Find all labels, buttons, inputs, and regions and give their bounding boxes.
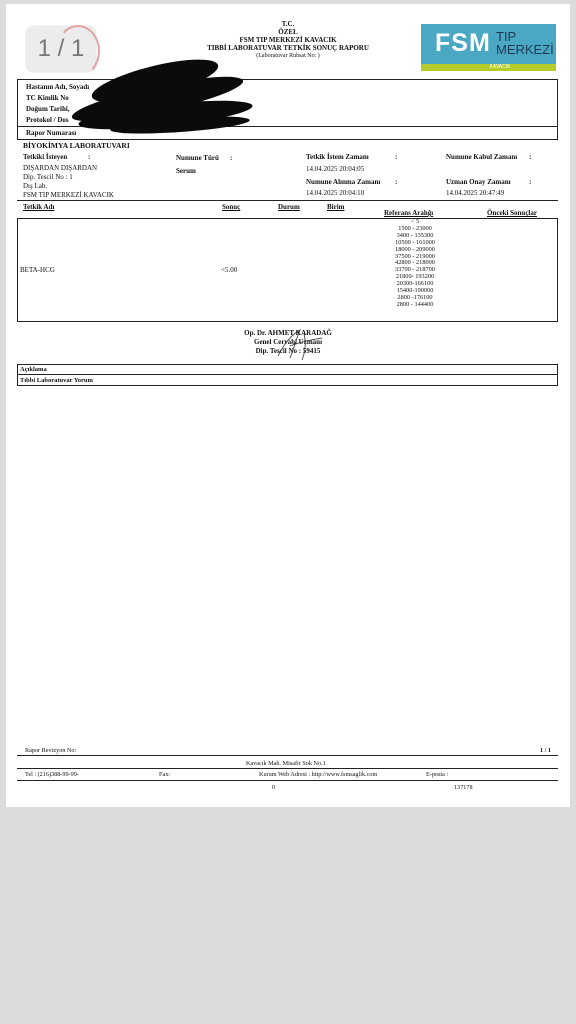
reference-range-line: 10500 - 161000 — [395, 238, 435, 246]
footer-top-rule — [17, 755, 558, 756]
requester-name: DIŞARDAN DIŞARDAN — [23, 164, 98, 172]
footer-bottom-rule — [17, 780, 558, 781]
request-time-colon: : — [395, 153, 398, 161]
logo-fsm-text: FSM — [435, 29, 491, 57]
col-header-unit: Birim — [327, 203, 345, 211]
explanation-label: Açıklama — [20, 366, 47, 373]
footer-email: E-posta : — [426, 771, 449, 778]
col-header-result: Sonuç — [222, 203, 241, 211]
patient-name-label: Hastanın Adı, Soyadı — [26, 83, 90, 91]
page-indicator-badge — [26, 26, 96, 72]
footer-address: Kavacık Mah. Misafir Sok No.1 — [246, 760, 326, 767]
handwritten-signature — [270, 326, 330, 362]
reference-range-line: 18000 - 209000 — [395, 245, 435, 253]
header-line-ozel: ÖZEL — [278, 28, 298, 36]
lab-comment-label: Tıbbi Laboratuvar Yorum — [20, 377, 93, 384]
footer-page-number: 1 / 1 — [540, 747, 552, 754]
col-header-test: Tetkik Adı — [23, 203, 55, 211]
collect-time-value: 14.04.2025 20:04:10 — [306, 189, 365, 197]
collect-time-label: Numune Alınma Zamanı — [306, 178, 381, 186]
footer-web[interactable]: Kurum Web Adresi : http://www.fsmsaglik.com — [259, 771, 378, 778]
reference-range-line: 21800- 193200 — [395, 273, 435, 281]
lab-title: BİYOKİMYA LABORATUVARI — [23, 141, 130, 150]
header-line-report-title: TIBBİ LABORATUVAR TETKİK SONUÇ RAPORU — [207, 44, 369, 52]
requester-institution: FSM TIP MERKEZİ KAVACIK — [23, 191, 114, 199]
doctor-specialty: Genel Cerrahi Uzmanı — [253, 338, 323, 346]
footer-fax: Fax: — [159, 771, 171, 778]
reference-range-line: 42800 - 218000 — [395, 259, 435, 267]
reference-range-line: 1500 - 23000 — [398, 224, 432, 232]
approve-time-label: Uzman Onay Zamanı — [446, 178, 511, 186]
reference-range-line: 15400-190000 — [396, 287, 434, 295]
collect-time-colon: : — [395, 178, 398, 186]
logo-tip-merkezi-text — [496, 30, 554, 56]
requester-dis-lab: Dış Lab. — [23, 182, 48, 190]
test-name-cell: BETA-HCG — [20, 266, 55, 274]
reference-range-line: 3400 - 135300 — [396, 231, 434, 239]
col-header-reference: Referans Aralığı — [384, 209, 434, 217]
logo-tip: TIP — [496, 29, 517, 44]
fsm-logo — [421, 24, 556, 71]
doctor-name: Op. Dr. AHMET KARADAĞ — [244, 329, 332, 337]
logo-merkezi: MERKEZİ — [496, 42, 554, 57]
badge-ring-decoration — [56, 25, 100, 77]
reference-range-line: < 5 — [410, 218, 420, 225]
reference-range-line: 2800 -176100 — [397, 293, 433, 301]
report-header — [178, 20, 398, 60]
revision-label: Rapor Revizyon No: — [25, 747, 77, 754]
notes-box — [17, 364, 558, 386]
approve-time-colon: : — [529, 178, 532, 186]
doctor-registry: Dip. Tescil No : 59415 — [255, 347, 321, 355]
patient-dob-label: Doğum Tarihi, — [26, 105, 70, 113]
request-time-label: Tetkik İstem Zamanı — [306, 153, 369, 161]
header-line-license: (Laboratuvar Ruhsat No: ) — [256, 53, 320, 59]
reference-range-line: 33700 - 218700 — [395, 266, 435, 274]
sample-accept-colon: : — [529, 153, 532, 161]
patient-protocol-label: Protokol / Dos — [26, 116, 69, 124]
sample-type-colon: : — [230, 154, 233, 162]
request-time-value: 14.04.2025 20:04:05 — [306, 165, 365, 173]
sample-accept-label: Numune Kabul Zamanı — [446, 153, 518, 161]
reference-range-line: 2800 - 144400 — [396, 300, 434, 308]
notes-divider — [17, 374, 558, 375]
results-top-rule — [17, 200, 558, 201]
footer-mid-rule — [17, 768, 558, 769]
footer-code-left: 0 — [272, 784, 276, 791]
results-table-body — [17, 218, 558, 322]
footer-tel: Tel : (216)388-99-99- — [25, 771, 79, 778]
requester-dip-no: Dip. Tescil No : 1 — [23, 173, 73, 181]
result-cell: <5.00 — [221, 266, 238, 274]
col-header-status: Durum — [278, 203, 300, 211]
page-indicator-text: 1 / 1 — [37, 35, 85, 62]
requester-label: Tetkiki İsteyen — [23, 153, 68, 161]
col-header-previous: Önceki Sonuçlar — [487, 209, 537, 217]
reference-range-line: 37500 - 219000 — [395, 252, 435, 260]
footer-code-right: 137178 — [454, 784, 473, 791]
reference-range-line: 20300-166100 — [396, 280, 434, 288]
header-line-tc: T.C. — [281, 20, 295, 28]
requester-colon: : — [88, 153, 91, 161]
report-number-label: Rapor Numarası — [26, 129, 77, 137]
logo-kavacik-text: KAVACIK — [489, 64, 511, 70]
reference-range-list — [380, 219, 450, 309]
patient-tc-label: TC Kimlik No — [26, 94, 69, 102]
header-line-institution: FSM TIP MERKEZİ KAVACIK — [239, 36, 337, 44]
sample-type-value: Serum — [176, 167, 196, 175]
approve-time-value: 14.04.2025 20:47:49 — [446, 189, 505, 197]
sample-type-label: Numune Türü — [176, 154, 219, 162]
